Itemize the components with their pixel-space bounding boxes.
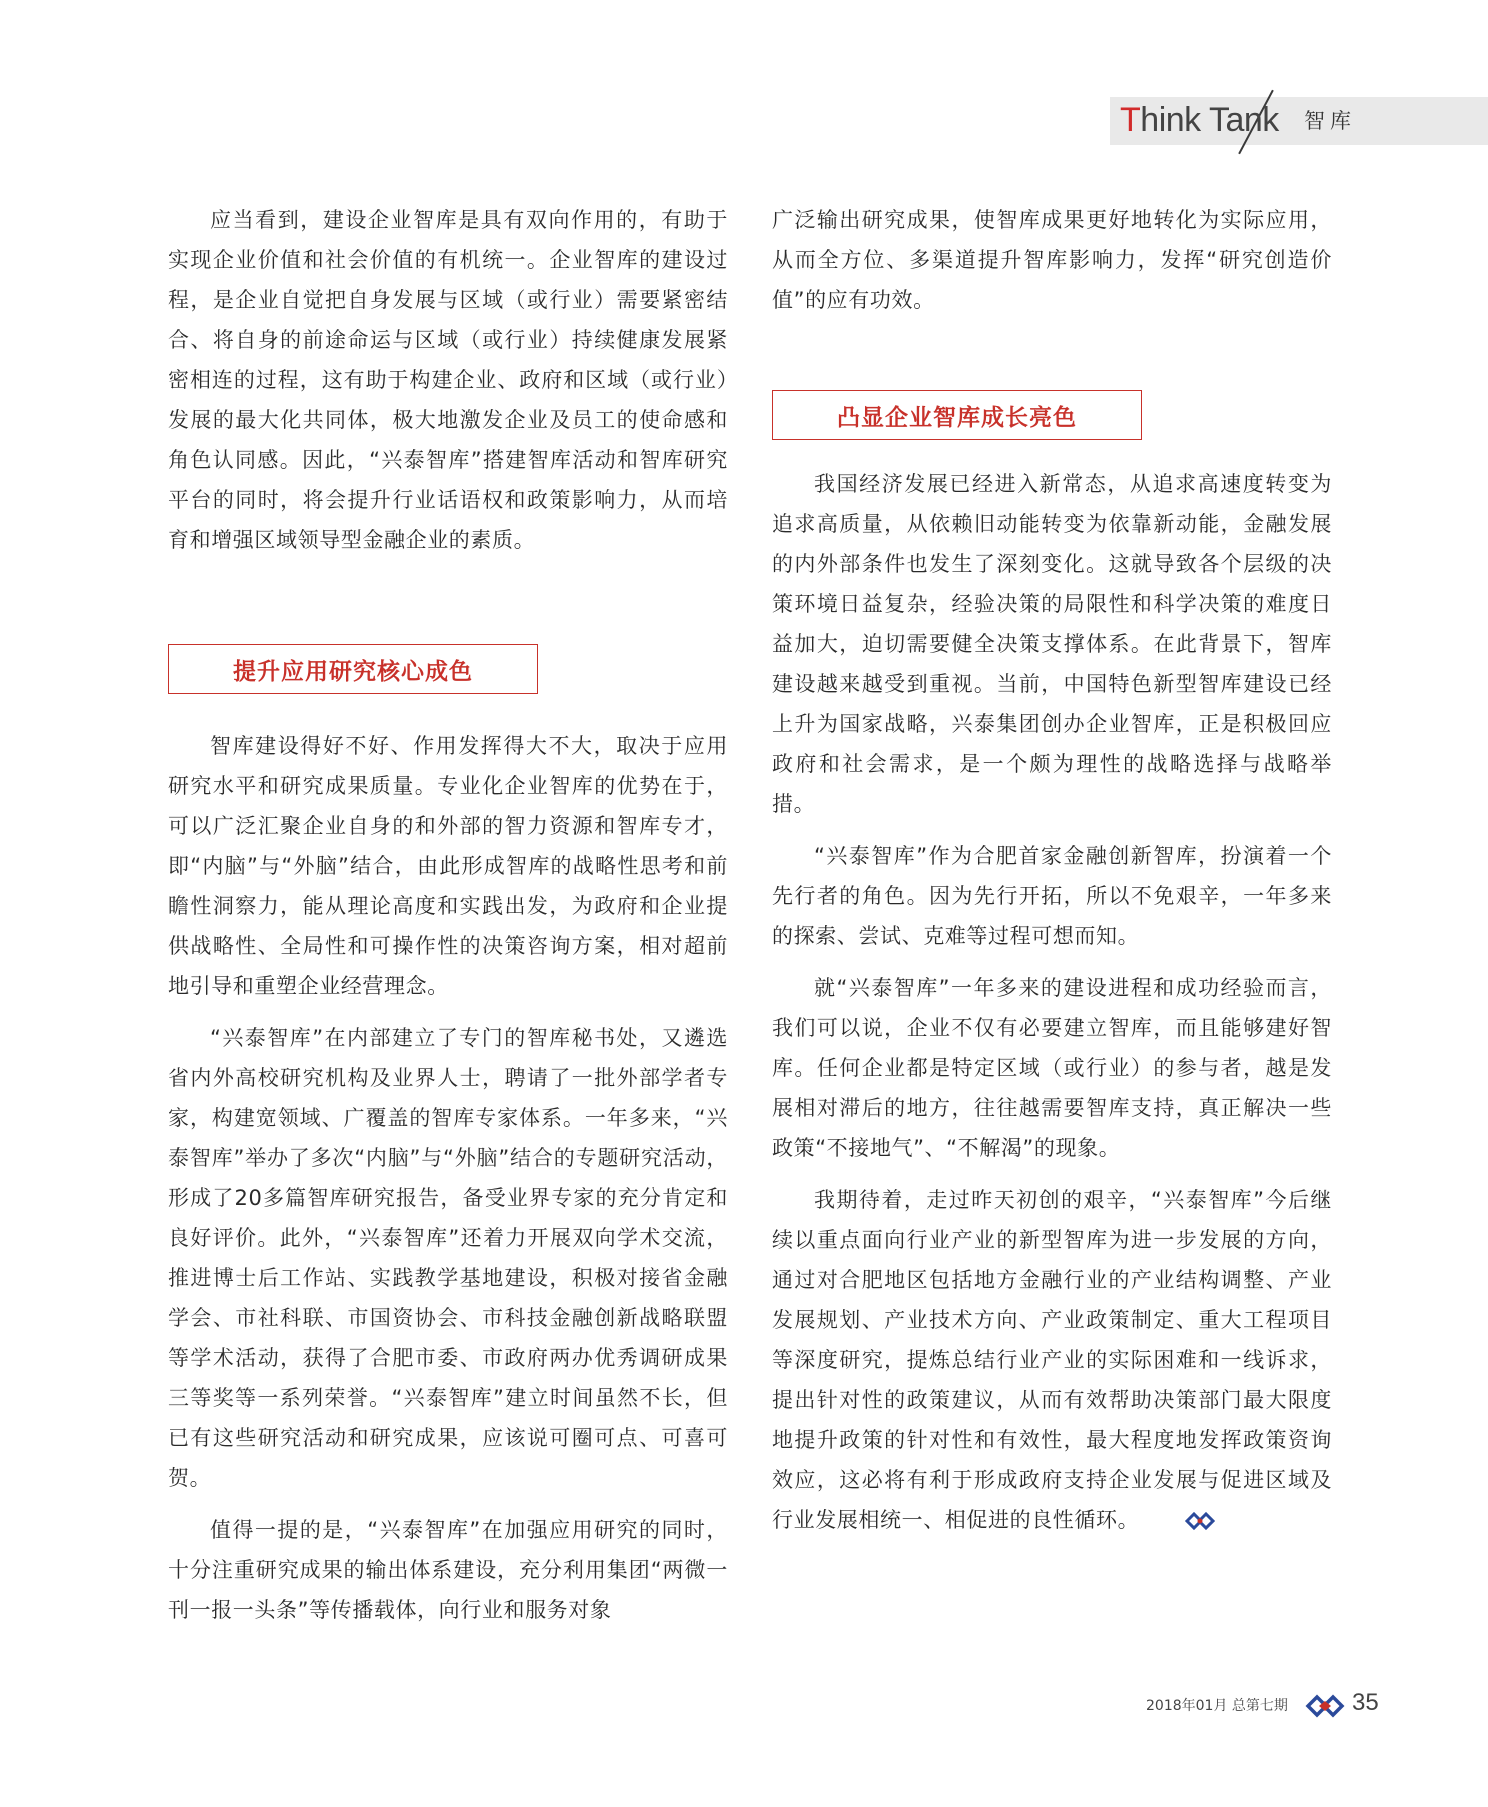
footer-logo-icon — [1305, 1693, 1345, 1723]
right-paragraph-4-text: 我期待着，走过昨天初创的艰辛，“兴泰智库”今后继续以重点面向行业产业的新型智库为进一步发展的方向，通过对合肥地区包括地方金融行业的产业结构调整、产业发展规划、产业技术方向、产业政策制定、重大工程项目等深度研究，提炼总结行业产业的实际困难和一线诉求，提出针对性的政策建议，从而有效帮助决策部门最大限度地提升政策的针对性和有效性，最大程度地发挥政策资询效应，这必将有利于形成政府支持企业发展与促进区域及行业发展相统一、相促进的良性循环。 — [772, 1188, 1332, 1532]
footer-date-issue: 2018年01月 总第七期 — [1146, 1698, 1288, 1714]
right-paragraph-4 — [772, 1180, 1332, 1544]
right-paragraph-3: 就“兴泰智库”一年多来的建设进程和成功经验而言，我们可以说，企业不仅有必要建立智库，而且能够建好智库。任何企业都是特定区域（或行业）的参与者，越是发展相对滞后的地方，往往越需要智库支持，真正解决一些政策“不接地气”、“不解渴”的现象。 — [772, 976, 1332, 1160]
think-tank-initial: T — [1120, 101, 1141, 139]
right-paragraph-1: 我国经济发展已经进入新常态，从追求高速度转变为追求高质量，从依赖旧动能转变为依靠新动能，金融发展的内外部条件也发生了深刻变化。这就导致各个层级的决策环境日益复杂，经验决策的局限性和科学决策的难度日益加大，迫切需要健全决策支撑体系。在此背景下，智库建设越来越受到重视。当前，中国特色新型智库建设已经上升为国家战略，兴泰集团创办企业智库，正是积极回应政府和社会需求，是一个颇为理性的战略选择与战略举措。 — [772, 472, 1332, 816]
left-paragraph-1: 应当看到，建设企业智库是具有双向作用的，有助于实现企业价值和社会价值的有机统一。企业智库的建设过程，是企业自觉把自身发展与区域（或行业）需要紧密结合、将自身的前途命运与区域（或行业）持续健康发展紧密相连的过程，这有助于构建企业、政府和区域（或行业）发展的最大化共同体，极大地激发企业及员工的使命感和角色认同感。因此，“兴泰智库”搭建智库活动和智库研究平台的同时，将会提升行业话语权和政策影响力，从而培育和增强区域领导型金融企业的素质。 — [168, 208, 728, 552]
section-heading-left: 提升应用研究核心成色 — [168, 644, 538, 694]
think-tank-rest: hink Tank — [1140, 101, 1279, 139]
right-column — [772, 200, 1332, 1544]
left-paragraph-2: 智库建设得好不好、作用发挥得大不大，取决于应用研究水平和研究成果质量。专业化企业智库的优势在于，可以广泛汇聚企业自身的和外部的智力资源和智库专才，即“内脑”与“外脑”结合，由此形成智库的战略性思考和前瞻性洞察力，能从理论高度和实践出发，为政府和企业提供战略性、全局性和可操作性的决策咨询方案，相对超前地引导和重塑企业经营理念。 — [168, 734, 728, 998]
right-paragraph-continued: 广泛输出研究成果，使智库成果更好地转化为实际应用，从而全方位、多渠道提升智库影响力，发挥“研究创造价值”的应有功效。 — [772, 208, 1332, 312]
section-label: 智库 — [1304, 109, 1356, 133]
think-tank-title — [1120, 100, 1279, 140]
left-paragraph-3: “兴泰智库”在内部建立了专门的智库秘书处，又遴选省内外高校研究机构及业界人士，聘请了一批外部学者专家，构建宽领域、广覆盖的智库专家体系。一年多来，“兴泰智库”举办了多次“内脑”与“外脑”结合的专题研究活动，形成了20多篇智库研究报告，备受业界专家的充分肯定和良好评价。此外，“兴泰智库”还着力开展双向学术交流，推进博士后工作站、实践教学基地建设，积极对接省金融学会、市社科联、市国资协会、市科技金融创新战略联盟等学术活动，获得了合肥市委、市政府两办优秀调研成果三等奖等一系列荣誉。“兴泰智库”建立时间虽然不长，但已有这些研究活动和研究成果，应该说可圈可点、可喜可贺。 — [168, 1026, 728, 1490]
left-column — [168, 200, 728, 1630]
left-paragraph-4: 值得一提的是，“兴泰智库”在加强应用研究的同时，十分注重研究成果的输出体系建设，充分利用集团“两微一刊一报一头条”等传播载体，向行业和服务对象 — [168, 1518, 728, 1622]
section-heading-right: 凸显企业智库成长亮色 — [772, 390, 1142, 440]
right-paragraph-2: “兴泰智库”作为合肥首家金融创新智库，扮演着一个先行者的角色。因为先行开拓，所以不免艰辛，一年多来的探索、尝试、克难等过程可想而知。 — [772, 844, 1332, 948]
end-mark-logo-icon — [1143, 1504, 1215, 1544]
page-number: 35 — [1352, 1689, 1379, 1716]
